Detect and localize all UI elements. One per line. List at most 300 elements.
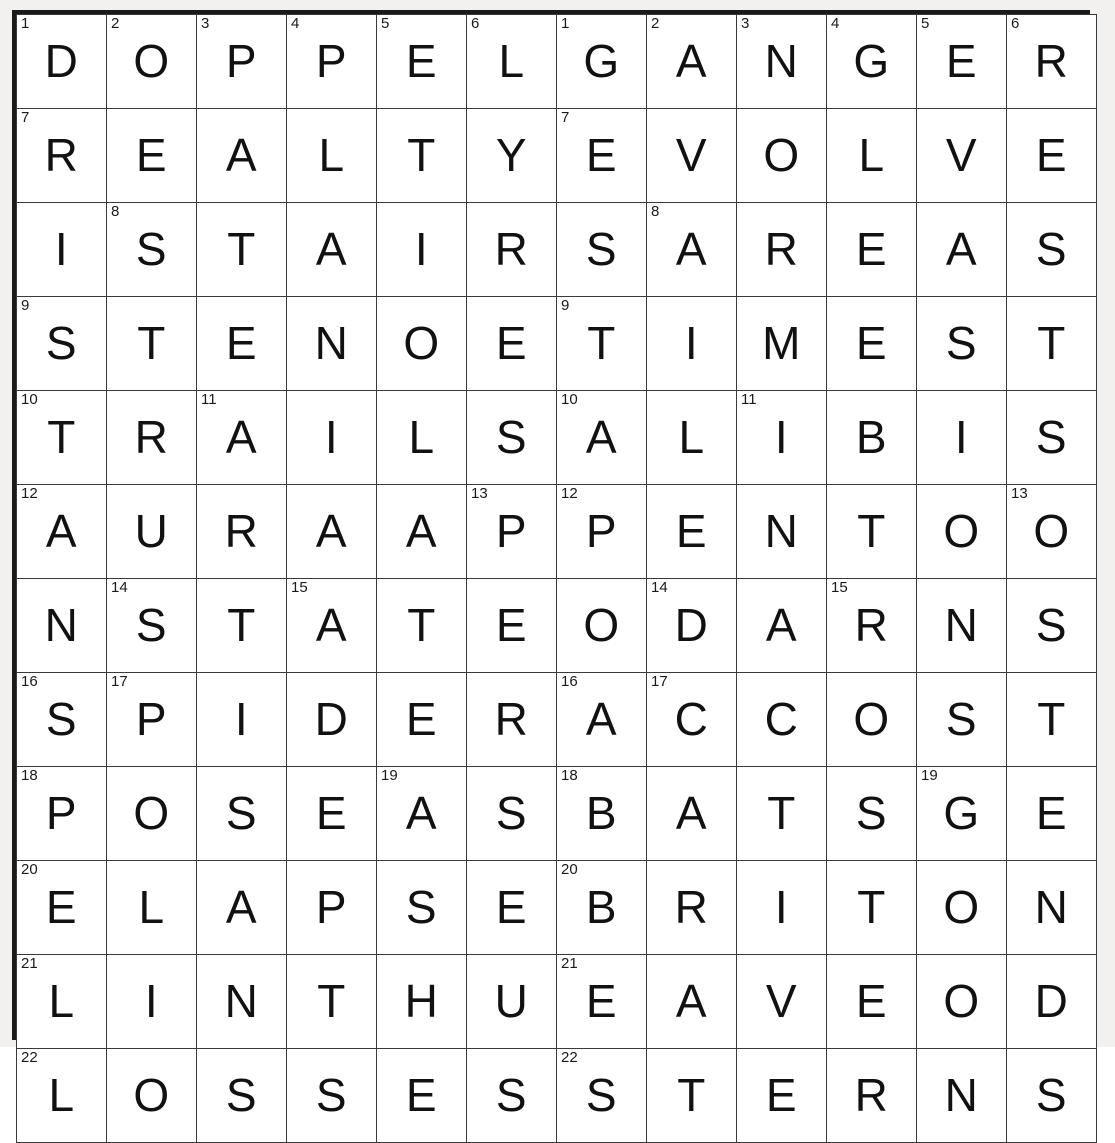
crossword-cell[interactable]	[1007, 391, 1097, 485]
cell-letter: T	[1037, 317, 1066, 369]
cell-number: 13	[1011, 485, 1028, 502]
crossword-cell[interactable]	[17, 15, 107, 109]
cell-letter: A	[585, 411, 618, 463]
crossword-cell[interactable]	[647, 15, 737, 109]
cell-number: 22	[21, 1049, 38, 1066]
cell-letter: T	[407, 599, 436, 651]
crossword-cell[interactable]	[737, 297, 827, 391]
cell-letter: R	[134, 411, 169, 463]
crossword-cell[interactable]	[917, 1049, 1007, 1143]
cell-letter: T	[227, 599, 256, 651]
crossword-row	[17, 955, 1097, 1049]
crossword-cell[interactable]	[917, 767, 1007, 861]
cell-letter: T	[677, 1069, 706, 1121]
crossword-cell[interactable]	[557, 861, 647, 955]
cell-letter: I	[234, 693, 249, 745]
crossword-cell[interactable]	[827, 297, 917, 391]
crossword-cell[interactable]	[17, 109, 107, 203]
crossword-cell[interactable]	[467, 767, 557, 861]
cell-letter: T	[407, 129, 436, 181]
cell-letter: V	[675, 129, 708, 181]
crossword-cell[interactable]	[917, 673, 1007, 767]
crossword-cell[interactable]	[107, 1049, 197, 1143]
cell-letter: E	[45, 881, 78, 933]
crossword-cell[interactable]	[557, 767, 647, 861]
crossword-cell[interactable]	[287, 861, 377, 955]
crossword-cell[interactable]	[17, 579, 107, 673]
cell-letter: S	[45, 317, 78, 369]
crossword-cell[interactable]	[467, 1049, 557, 1143]
cell-letter: D	[1034, 975, 1069, 1027]
crossword-cell[interactable]	[377, 673, 467, 767]
crossword-cell[interactable]	[827, 673, 917, 767]
crossword-cell[interactable]	[827, 391, 917, 485]
crossword-cell[interactable]	[557, 391, 647, 485]
cell-number: 20	[21, 861, 38, 878]
cell-letter: O	[133, 787, 170, 839]
cell-letter: C	[764, 693, 799, 745]
cell-letter: D	[674, 599, 709, 651]
crossword-cell[interactable]	[467, 203, 557, 297]
crossword-cell[interactable]	[107, 15, 197, 109]
crossword-cell[interactable]	[827, 203, 917, 297]
cell-letter: S	[585, 1069, 618, 1121]
cell-letter: A	[45, 505, 78, 557]
cell-letter: R	[854, 1069, 889, 1121]
cell-letter: I	[774, 881, 789, 933]
cell-letter: A	[405, 505, 438, 557]
crossword-cell[interactable]	[197, 485, 287, 579]
crossword-cell[interactable]	[1007, 955, 1097, 1049]
crossword-row	[17, 1049, 1097, 1143]
cell-number: 20	[561, 861, 578, 878]
cell-letter: L	[318, 129, 345, 181]
cell-number: 8	[111, 203, 120, 220]
crossword-cell[interactable]	[647, 203, 737, 297]
cell-number: 21	[21, 955, 38, 972]
crossword-cell[interactable]	[917, 109, 1007, 203]
cell-letter: L	[48, 1069, 75, 1121]
crossword-cell[interactable]	[917, 297, 1007, 391]
crossword-cell[interactable]	[17, 1049, 107, 1143]
cell-letter: Y	[495, 129, 528, 181]
crossword-cell[interactable]	[737, 1049, 827, 1143]
crossword-cell[interactable]	[1007, 673, 1097, 767]
crossword-cell[interactable]	[467, 15, 557, 109]
cell-letter: P	[315, 881, 348, 933]
cell-letter: S	[315, 1069, 348, 1121]
crossword-cell[interactable]	[287, 15, 377, 109]
cell-number: 6	[1011, 15, 1020, 32]
crossword-cell[interactable]	[467, 485, 557, 579]
cell-letter: R	[224, 505, 259, 557]
crossword-row	[17, 391, 1097, 485]
cell-letter: A	[315, 223, 348, 275]
crossword-cell[interactable]	[197, 767, 287, 861]
crossword-cell[interactable]	[917, 485, 1007, 579]
crossword-cell[interactable]	[287, 297, 377, 391]
crossword-cell[interactable]	[377, 1049, 467, 1143]
crossword-cell[interactable]	[1007, 485, 1097, 579]
crossword-cell[interactable]	[287, 1049, 377, 1143]
crossword-cell[interactable]	[1007, 203, 1097, 297]
crossword-cell[interactable]	[107, 767, 197, 861]
crossword-cell[interactable]	[917, 203, 1007, 297]
cell-letter: E	[585, 129, 618, 181]
cell-letter: C	[674, 693, 709, 745]
cell-letter: A	[225, 881, 258, 933]
cell-letter: N	[314, 317, 349, 369]
crossword-cell[interactable]	[377, 109, 467, 203]
crossword-cell[interactable]	[737, 391, 827, 485]
cell-letter: I	[414, 223, 429, 275]
cell-letter: N	[44, 599, 79, 651]
cell-letter: E	[855, 317, 888, 369]
cell-letter: T	[227, 223, 256, 275]
cell-letter: S	[585, 223, 618, 275]
cell-number: 12	[21, 485, 38, 502]
crossword-cell[interactable]	[467, 109, 557, 203]
cell-letter: A	[225, 129, 258, 181]
crossword-cell[interactable]	[467, 861, 557, 955]
cell-letter: T	[857, 881, 886, 933]
crossword-cell[interactable]	[827, 15, 917, 109]
crossword-cell[interactable]	[557, 579, 647, 673]
cell-letter: E	[675, 505, 708, 557]
cell-letter: I	[954, 411, 969, 463]
cell-letter: L	[48, 975, 75, 1027]
cell-letter: T	[1037, 693, 1066, 745]
crossword-cell[interactable]	[17, 955, 107, 1049]
crossword-cell[interactable]	[107, 109, 197, 203]
cell-number: 7	[561, 109, 570, 126]
cell-letter: A	[945, 223, 978, 275]
crossword-cell[interactable]	[737, 861, 827, 955]
cell-letter: A	[675, 223, 708, 275]
cell-letter: S	[945, 693, 978, 745]
cell-letter: D	[314, 693, 349, 745]
crossword-cell[interactable]	[197, 297, 287, 391]
cell-letter: S	[405, 881, 438, 933]
crossword-cell[interactable]	[737, 15, 827, 109]
cell-letter: S	[135, 599, 168, 651]
crossword-cell[interactable]	[827, 485, 917, 579]
cell-letter: A	[765, 599, 798, 651]
cell-letter: O	[583, 599, 620, 651]
cell-letter: A	[675, 787, 708, 839]
crossword-row	[17, 109, 1097, 203]
crossword-cell[interactable]	[647, 673, 737, 767]
cell-number: 2	[111, 15, 120, 32]
crossword-cell[interactable]	[737, 673, 827, 767]
cell-letter: R	[1034, 35, 1069, 87]
cell-letter: O	[943, 975, 980, 1027]
crossword-cell[interactable]	[917, 391, 1007, 485]
cell-number: 1	[561, 15, 570, 32]
cell-letter: E	[225, 317, 258, 369]
cell-number: 9	[21, 297, 30, 314]
crossword-cell[interactable]	[1007, 767, 1097, 861]
cell-number: 5	[381, 15, 390, 32]
cell-number: 14	[111, 579, 128, 596]
cell-letter: S	[1035, 1069, 1068, 1121]
crossword-cell[interactable]	[737, 955, 827, 1049]
cell-letter: S	[1035, 223, 1068, 275]
crossword-cell[interactable]	[1007, 297, 1097, 391]
crossword-cell[interactable]	[827, 767, 917, 861]
cell-letter: A	[585, 693, 618, 745]
cell-number: 15	[831, 579, 848, 596]
crossword-cell[interactable]	[197, 109, 287, 203]
cell-letter: A	[315, 599, 348, 651]
crossword-row	[17, 767, 1097, 861]
crossword-cell[interactable]	[917, 579, 1007, 673]
cell-number: 21	[561, 955, 578, 972]
crossword-cell[interactable]	[1007, 1049, 1097, 1143]
cell-number: 19	[921, 767, 938, 784]
crossword-cell[interactable]	[647, 767, 737, 861]
cell-number: 12	[561, 485, 578, 502]
cell-number: 11	[201, 391, 217, 408]
cell-letter: U	[134, 505, 169, 557]
cell-letter: S	[495, 1069, 528, 1121]
crossword-cell[interactable]	[107, 861, 197, 955]
cell-letter: S	[225, 1069, 258, 1121]
crossword-cell[interactable]	[737, 203, 827, 297]
crossword-cell[interactable]	[467, 579, 557, 673]
cell-letter: T	[137, 317, 166, 369]
crossword-cell[interactable]	[557, 109, 647, 203]
crossword-cell[interactable]	[377, 15, 467, 109]
crossword-cell[interactable]	[107, 955, 197, 1049]
cell-number: 16	[561, 673, 578, 690]
crossword-cell[interactable]	[17, 861, 107, 955]
cell-number: 8	[651, 203, 660, 220]
crossword-cell[interactable]	[377, 297, 467, 391]
crossword-cell[interactable]	[1007, 15, 1097, 109]
cell-number: 3	[201, 15, 210, 32]
crossword-cell[interactable]	[1007, 109, 1097, 203]
cell-number: 5	[921, 15, 930, 32]
cell-letter: N	[764, 35, 799, 87]
cell-number: 2	[651, 15, 660, 32]
crossword-cell[interactable]	[827, 579, 917, 673]
crossword-cell[interactable]	[557, 673, 647, 767]
crossword-cell[interactable]	[287, 485, 377, 579]
crossword-cell[interactable]	[737, 579, 827, 673]
cell-letter: S	[1035, 599, 1068, 651]
crossword-cell[interactable]	[1007, 579, 1097, 673]
crossword-cell[interactable]	[17, 673, 107, 767]
cell-letter: O	[133, 1069, 170, 1121]
crossword-cell[interactable]	[17, 297, 107, 391]
crossword-cell[interactable]	[197, 391, 287, 485]
crossword-cell[interactable]	[377, 203, 467, 297]
crossword-cell[interactable]	[287, 203, 377, 297]
cell-letter: A	[225, 411, 258, 463]
crossword-row	[17, 579, 1097, 673]
crossword-cell[interactable]	[287, 767, 377, 861]
crossword-cell[interactable]	[647, 297, 737, 391]
cell-number: 11	[741, 391, 757, 408]
crossword-row	[17, 485, 1097, 579]
crossword-cell[interactable]	[917, 15, 1007, 109]
crossword-cell[interactable]	[737, 485, 827, 579]
crossword-cell[interactable]	[557, 1049, 647, 1143]
cell-letter: S	[495, 411, 528, 463]
cell-letter: P	[45, 787, 78, 839]
cell-letter: S	[945, 317, 978, 369]
cell-letter: R	[854, 599, 889, 651]
cell-letter: P	[585, 505, 618, 557]
crossword-cell[interactable]	[197, 861, 287, 955]
crossword-cell[interactable]	[287, 109, 377, 203]
crossword-cell[interactable]	[647, 955, 737, 1049]
crossword-cell[interactable]	[377, 579, 467, 673]
cell-letter: B	[585, 881, 618, 933]
cell-letter: A	[315, 505, 348, 557]
crossword-cell[interactable]	[467, 673, 557, 767]
cell-number: 9	[561, 297, 570, 314]
cell-letter: E	[495, 599, 528, 651]
crossword-cell[interactable]	[647, 391, 737, 485]
cell-letter: E	[495, 881, 528, 933]
cell-letter: E	[1035, 787, 1068, 839]
crossword-cell[interactable]	[647, 1049, 737, 1143]
crossword-cell[interactable]	[197, 203, 287, 297]
crossword-cell[interactable]	[17, 203, 107, 297]
cell-number: 17	[651, 673, 668, 690]
crossword-cell[interactable]	[17, 391, 107, 485]
cell-letter: I	[774, 411, 789, 463]
cell-letter: O	[1033, 505, 1070, 557]
crossword-cell[interactable]	[827, 861, 917, 955]
crossword-cell[interactable]	[377, 767, 467, 861]
cell-letter: E	[315, 787, 348, 839]
crossword-cell[interactable]	[107, 485, 197, 579]
crossword-cell[interactable]	[17, 485, 107, 579]
crossword-cell[interactable]	[557, 203, 647, 297]
crossword-cell[interactable]	[197, 955, 287, 1049]
crossword-cell[interactable]	[827, 1049, 917, 1143]
cell-letter: A	[675, 975, 708, 1027]
crossword-cell[interactable]	[107, 673, 197, 767]
crossword-cell[interactable]	[737, 767, 827, 861]
crossword-cell[interactable]	[647, 579, 737, 673]
cell-letter: N	[764, 505, 799, 557]
crossword-cell[interactable]	[287, 391, 377, 485]
cell-letter: V	[765, 975, 798, 1027]
crossword-cell[interactable]	[827, 955, 917, 1049]
cell-letter: L	[858, 129, 885, 181]
cell-number: 10	[21, 391, 38, 408]
crossword-cell[interactable]	[557, 485, 647, 579]
crossword-cell[interactable]	[197, 1049, 287, 1143]
crossword-cell[interactable]	[17, 767, 107, 861]
crossword-cell[interactable]	[287, 673, 377, 767]
cell-letter: O	[133, 35, 170, 87]
cell-letter: N	[944, 599, 979, 651]
cell-letter: S	[135, 223, 168, 275]
cell-number: 14	[651, 579, 668, 596]
cell-letter: O	[763, 129, 800, 181]
crossword-cell[interactable]	[197, 579, 287, 673]
cell-letter: E	[1035, 129, 1068, 181]
cell-number: 15	[291, 579, 308, 596]
cell-letter: I	[324, 411, 339, 463]
cell-letter: O	[853, 693, 890, 745]
crossword-cell[interactable]	[557, 955, 647, 1049]
cell-letter: R	[494, 223, 529, 275]
cell-number: 18	[561, 767, 578, 784]
cell-letter: B	[585, 787, 618, 839]
cell-number: 6	[471, 15, 480, 32]
cell-number: 18	[21, 767, 38, 784]
crossword-cell[interactable]	[377, 391, 467, 485]
crossword-cell[interactable]	[557, 297, 647, 391]
cell-letter: T	[857, 505, 886, 557]
cell-letter: S	[495, 787, 528, 839]
crossword-cell[interactable]	[557, 15, 647, 109]
crossword-cell[interactable]	[107, 579, 197, 673]
crossword-cell[interactable]	[107, 203, 197, 297]
cell-letter: S	[45, 693, 78, 745]
cell-number: 22	[561, 1049, 578, 1066]
crossword-cell[interactable]	[917, 861, 1007, 955]
crossword-cell[interactable]	[107, 297, 197, 391]
crossword-cell[interactable]	[197, 15, 287, 109]
cell-letter: R	[44, 129, 79, 181]
cell-letter: P	[315, 35, 348, 87]
crossword-cell[interactable]	[917, 955, 1007, 1049]
crossword-cell[interactable]	[467, 391, 557, 485]
cell-number: 4	[831, 15, 840, 32]
cell-letter: E	[945, 35, 978, 87]
crossword-cell[interactable]	[467, 955, 557, 1049]
crossword-cell[interactable]	[107, 391, 197, 485]
crossword-cell[interactable]	[647, 485, 737, 579]
crossword-cell[interactable]	[377, 861, 467, 955]
cell-letter: U	[494, 975, 529, 1027]
crossword-cell[interactable]	[827, 109, 917, 203]
cell-letter: V	[945, 129, 978, 181]
crossword-row	[17, 15, 1097, 109]
crossword-cell[interactable]	[647, 109, 737, 203]
cell-letter: E	[855, 223, 888, 275]
crossword-cell[interactable]	[287, 579, 377, 673]
cell-letter: L	[408, 411, 435, 463]
crossword-cell[interactable]	[737, 109, 827, 203]
crossword-cell[interactable]	[647, 861, 737, 955]
crossword-grid-frame	[12, 10, 1090, 1121]
crossword-cell[interactable]	[377, 955, 467, 1049]
crossword-cell[interactable]	[197, 673, 287, 767]
crossword-cell[interactable]	[1007, 861, 1097, 955]
crossword-grid[interactable]	[16, 14, 1097, 1143]
crossword-cell[interactable]	[467, 297, 557, 391]
cell-letter: P	[495, 505, 528, 557]
cell-letter: R	[764, 223, 799, 275]
crossword-cell[interactable]	[377, 485, 467, 579]
crossword-cell[interactable]	[287, 955, 377, 1049]
crossword-row	[17, 673, 1097, 767]
cell-letter: E	[405, 1069, 438, 1121]
cell-number: 17	[111, 673, 128, 690]
cell-letter: A	[675, 35, 708, 87]
cell-letter: P	[225, 35, 258, 87]
cell-letter: E	[585, 975, 618, 1027]
cell-number: 16	[21, 673, 38, 690]
